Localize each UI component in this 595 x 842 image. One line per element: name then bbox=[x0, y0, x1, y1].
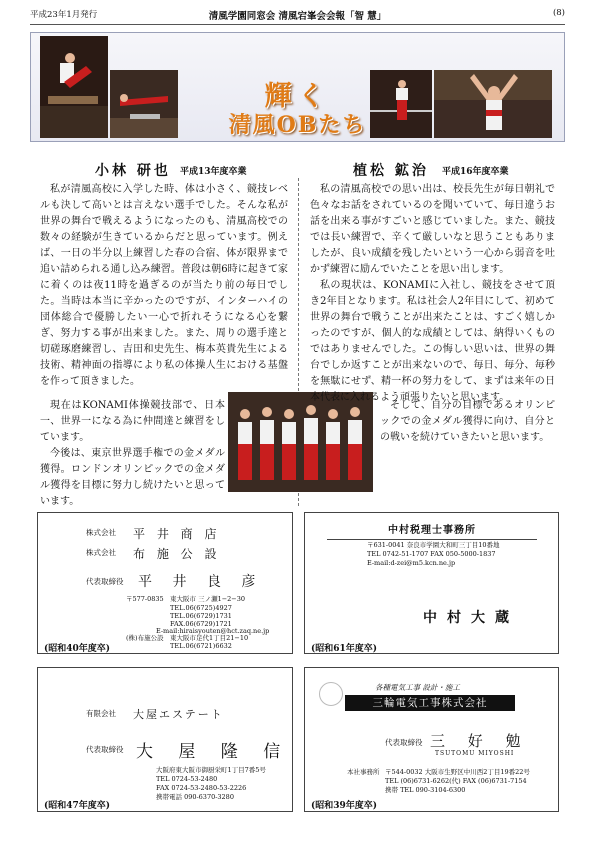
phone: TEL 0724-53-2480 bbox=[156, 775, 218, 783]
left-paragraph: 現在はKONAMI体操競技部で、日本一、世界一になる為に仲間達と練習をしています。 bbox=[40, 400, 225, 443]
right-article-graduation: 平成16年度卒業 bbox=[442, 167, 509, 177]
phone: TEL.06(6729)1731 bbox=[170, 612, 232, 620]
representative-name: 平 井 良 彦 bbox=[138, 574, 264, 590]
email: E-mail:hiraisyouten@hct.zaq.ne.jp bbox=[156, 627, 270, 635]
representative-role: 代表取締役 bbox=[86, 745, 124, 754]
branch-label: (株)布施公設 bbox=[126, 634, 164, 642]
company-name: 三輪電気工事株式会社 bbox=[345, 695, 515, 711]
left-article-name: 小林 研也 bbox=[95, 163, 171, 179]
graduation-year: (昭和40年度卒) bbox=[44, 644, 111, 654]
left-paragraph: 今後は、東京世界選手権での金メダル獲得。ロンドンオリンピックでの金メダル獲得を目標に努力し続けたいと思っています。 bbox=[40, 448, 225, 507]
gymnast-photo-celebration bbox=[434, 70, 552, 138]
address: 大阪府東大阪市御厨栄町1丁目7番5号 bbox=[156, 766, 266, 774]
right-paragraph: 私の現状は、KONAMIに入社し、競技をさせて頂き2年目となります。私は社会人2年目にして、初めて世界の舞台で戦うことが出来たことは、すごく嬉しかったのですが、個人的な成績としては、納得いくものではありませんでした。この悔しい思いは、世界の舞台でしか返すことが出来ないので、毎日、毎分、毎秒を無駄にせず、精一杯の努力をして、まずは来年の日本代表に入れるよう頑張りたいと思います。 bbox=[310, 280, 555, 403]
fax: FAX.06(6729)1721 bbox=[170, 620, 232, 628]
left-article-body-lower bbox=[40, 398, 225, 508]
address: 東大阪市足代1丁目21−10 bbox=[170, 634, 249, 642]
gymnast-photo-pommel bbox=[40, 36, 108, 138]
graduation-year: (昭和47年度卒) bbox=[44, 801, 111, 811]
fax: FAX 0724-53-2480-53-2226 bbox=[156, 784, 247, 792]
representative-role: 代表取締役 bbox=[385, 738, 423, 747]
left-article-body-main bbox=[40, 182, 288, 390]
left-paragraph: 私が清風高校に入学した時、体は小さく、競技レベルも決して高いとは言えない選手でした。そんな私が世界の舞台で戦えるようになったのも、清風高校での数々の経験が生きているからだと思っています。例えば、一日の半分以上練習した春の合宿、体が限界まで追い詰められる通し込み練習。普段は朝6時に起きて家に着くのは夜11時を過ぎるのが当たり前の毎日でした。当時は本当に辛かったのですが、インターハイの団体総合で優勝したい一心で折れそうになる心を繋ぎ、努力する事が出来ました。また、周りの選手達と切磋琢磨練習し、吉田和史先生、梅本英貴先生による技術、精神面の指導により私の体操人生における基盤を作って頂きました。 bbox=[40, 184, 288, 387]
gymnast-photo-rings bbox=[110, 70, 178, 138]
phone-fax: TEL 0742-51-1707 FAX 050-5000-1837 bbox=[367, 550, 496, 558]
company-type: 株式会社 bbox=[86, 528, 116, 537]
company-name: 大屋エステート bbox=[133, 708, 224, 721]
representative-name: 中村大蔵 bbox=[423, 610, 519, 626]
right-paragraph: そして、自分の目標であるオリンピックでの金メダル獲得に向け、自分との戦いを続けていきたいと思います。 bbox=[380, 400, 555, 443]
right-article-body-lower bbox=[380, 398, 555, 508]
left-article-graduation: 平成13年度卒業 bbox=[180, 167, 247, 177]
page-number: (8) bbox=[552, 8, 565, 18]
company-name: 布 施 公 設 bbox=[133, 547, 221, 561]
publication-title: 清風学園同窓会 清風宕峯会会報「智 慧」 bbox=[208, 11, 387, 22]
company-type: 株式会社 bbox=[86, 548, 116, 557]
phone: TEL.06(6725)4927 bbox=[170, 604, 232, 612]
graduation-year: (昭和39年度卒) bbox=[311, 801, 378, 811]
ad-ooya-estate bbox=[37, 667, 293, 812]
company-type: 有限会社 bbox=[86, 709, 116, 718]
address: 〒544-0032 大阪市生野区中川西2丁目19番22号 bbox=[385, 768, 530, 776]
office-name: 中村税理士事務所 bbox=[327, 521, 537, 540]
ad-miwa-electric bbox=[304, 667, 559, 812]
representative-name: 三 好 勉 bbox=[430, 732, 530, 750]
right-paragraph: 私の清風高校での思い出は、校長先生が毎日朝礼で色々なお話をされているのを聞いていて、毎日違うお話を出来る事がすごいと感じていました。また、競技では長い練習で、辛くて厳しいなと思うこともありましたが、良い成績を残したいという一心から弱音を吐かず練習に励んでいたことを思い出します。 bbox=[310, 184, 555, 275]
ad-nakamura-tax-office bbox=[304, 512, 559, 654]
phone-fax: TEL (06)6731-6262(代) FAX (06)6731-7154 bbox=[385, 777, 527, 785]
issue-date: 平成23年1月発行 bbox=[30, 10, 98, 20]
address-label: 本社事務所 bbox=[347, 768, 380, 776]
feature-subtitle: 清風OBたち bbox=[228, 112, 367, 138]
graduation-year: (昭和61年度卒) bbox=[311, 644, 378, 654]
header-rule bbox=[30, 24, 565, 25]
feature-title: 輝く bbox=[264, 81, 331, 112]
ad-hirai-shoten bbox=[37, 512, 293, 654]
company-name: 平 井 商 店 bbox=[133, 527, 221, 541]
postal-code: 〒577-0835 bbox=[126, 595, 164, 603]
phone: TEL.06(6721)6632 bbox=[170, 642, 232, 650]
right-article-body-main bbox=[310, 182, 555, 403]
mobile: 携帯 TEL 090-3104-6300 bbox=[385, 786, 466, 794]
company-logo bbox=[319, 682, 343, 706]
email: E-mail:d-zei@m5.kcn.ne.jp bbox=[367, 559, 456, 567]
representative-name-roman: TSUTOMU MIYOSHI bbox=[435, 750, 515, 757]
address: 〒631-0041 奈良市学園大和町三丁目10番地 bbox=[367, 541, 500, 549]
representative-role: 代表取締役 bbox=[86, 577, 124, 586]
tagline: 各種電気工事 設計・施工 bbox=[375, 683, 460, 692]
mobile: 携帯電話 090-6370-3280 bbox=[156, 793, 234, 801]
representative-name: 大 屋 隆 信 bbox=[136, 742, 291, 762]
address: 東大阪市 三ノ瀬1−2−30 bbox=[170, 595, 246, 603]
team-photo bbox=[228, 392, 373, 492]
right-article-name: 植松 鉱治 bbox=[353, 163, 429, 179]
